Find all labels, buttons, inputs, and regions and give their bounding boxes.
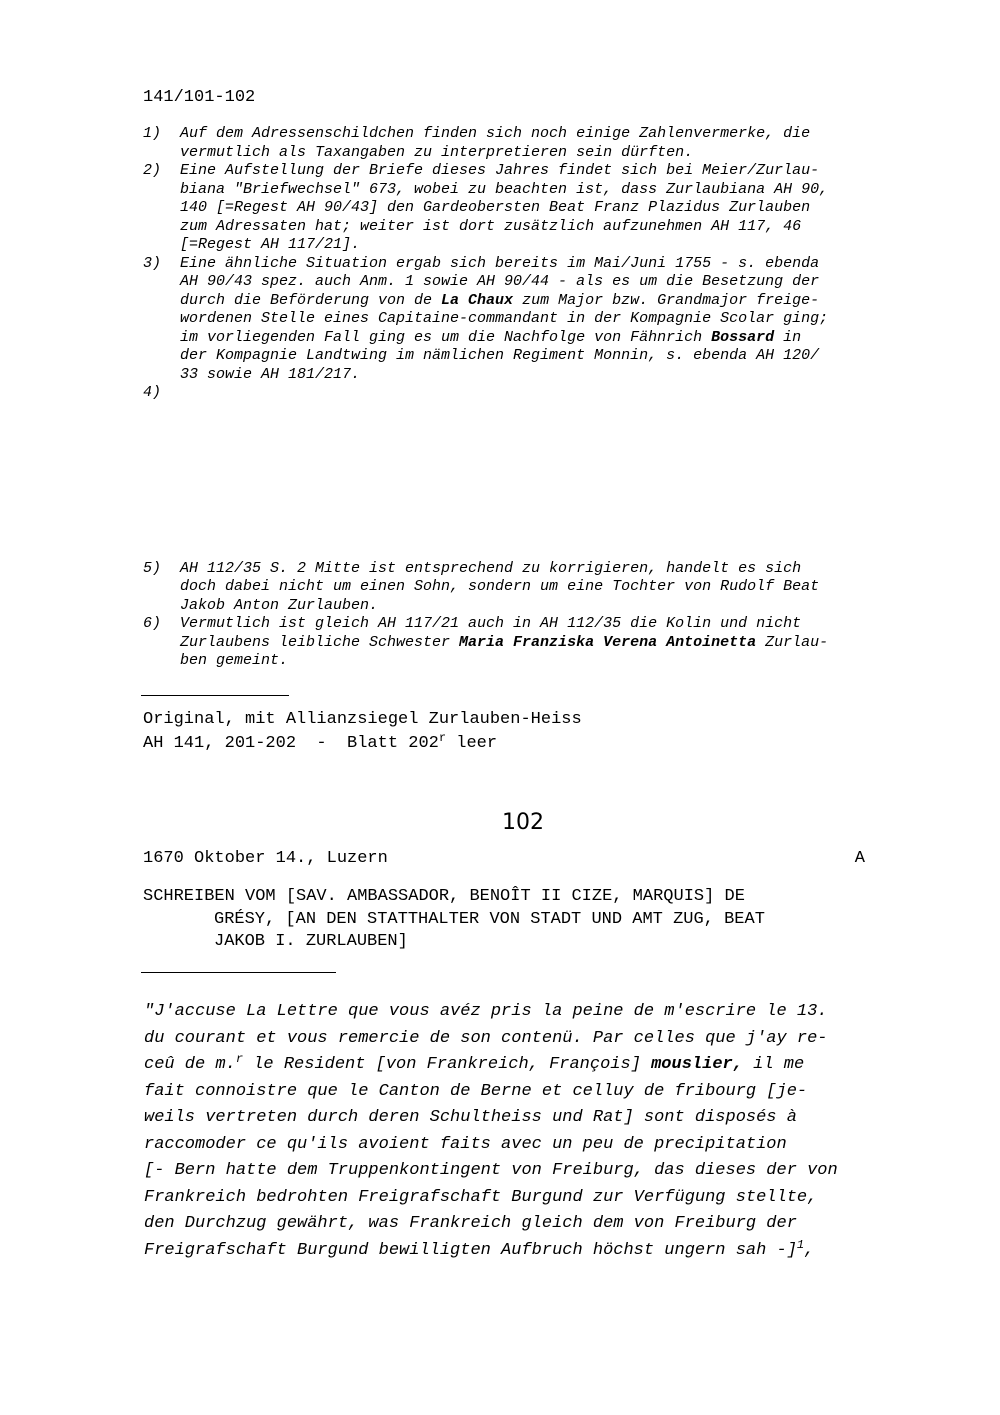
person-name-maria-franziska: Maria Franziska Verena Antoinetta — [459, 633, 757, 651]
separator-rule — [141, 695, 289, 696]
footnote-line: Eine ähnliche Situation ergab sich bereits im Mai/Juni 1755 - s. ebenda — [180, 254, 820, 272]
footnote-line: AH 112/35 S. 2 Mitte ist entsprechend zu korrigieren, handelt es sich — [180, 559, 802, 577]
person-name-mouslier: mouslier, — [651, 1055, 743, 1074]
person-name-bossard: Bossard — [711, 328, 775, 346]
body-line: du courant et vous remercie de son contenü. Par celles que j'ay re- — [144, 1028, 828, 1048]
source-line — [143, 732, 582, 756]
footnote-line — [180, 634, 923, 653]
text-run: zum Major bzw. Grandmajor freige- — [513, 291, 820, 309]
footnote-line: [=Regest AH 117/21]. — [180, 236, 361, 253]
footnote-number: 6) — [143, 615, 162, 632]
date-place-line — [143, 849, 865, 868]
footnote-line: 33 sowie AH 181/217. — [180, 365, 361, 383]
footnote-line: Eine Aufstellung der Briefe dieses Jahres findet sich bei Meier/Zurlau- — [180, 162, 820, 179]
footnote-number: 2) — [143, 162, 162, 179]
text-run: ceû de m. — [144, 1055, 236, 1074]
footnote-line: doch dabei nicht um einen Sohn, sondern um eine Tochter von Rudolf Beat — [180, 578, 820, 595]
text-run: , — [804, 1240, 815, 1260]
text-run: im vorliegenden Fall ging es um die Nachfolge von Fähnrich — [180, 328, 712, 346]
footnote-line: Vermutlich ist gleich AH 117/21 auch in AH 112/35 die Kolin und nicht — [180, 615, 802, 632]
body-line: [- Bern hatte dem Truppenkontingent von Freiburg, das dieses der von — [144, 1161, 838, 1180]
page-header-reference: 141/101-102 — [143, 88, 256, 107]
footnote-line: vermutlich als Taxangaben zu interpretieren sein dürften. — [180, 143, 694, 161]
footnote-line: Auf dem Adressenschildchen finden sich noch einige Zahlenvermerke, die — [180, 125, 811, 142]
footnote-2 — [143, 162, 923, 255]
footnote-number: 5) — [143, 559, 162, 577]
footnote-4 — [143, 384, 923, 403]
body-line: den Durchzug gewährt, was Frankreich gleich dem von Freiburg der — [144, 1214, 797, 1233]
footnote-line — [180, 329, 923, 348]
footnote-1 — [143, 125, 923, 162]
person-name-la-chaux: La Chaux — [441, 291, 514, 309]
superscript: r — [235, 1052, 244, 1066]
body-line: raccomoder ce qu'ils avoient faits avec un peu de precipitation — [144, 1134, 787, 1154]
body-line: fait connoistre que le Canton de Berne et celluy de fribourg [je- — [144, 1081, 808, 1101]
footnote-number: 1) — [143, 125, 162, 142]
document-title — [143, 886, 883, 954]
separator-rule — [141, 972, 336, 973]
footnote-number: 3) — [143, 254, 162, 272]
footnote-5 — [143, 560, 923, 616]
body-line: "J'accuse La Lettre que vous avéz pris la peine de m'escrire le 13. — [144, 1002, 828, 1021]
footnote-line: der Kompagnie Landtwing im nämlichen Regiment Monnin, s. ebenda AH 120/ — [180, 347, 820, 364]
body-line — [144, 1052, 924, 1079]
footnote-line: ben gemeint. — [180, 652, 289, 669]
text-run: le Resident [von Frankreich, François] — [243, 1055, 652, 1074]
body-line: weils vertreten durch deren Schultheiss und Rat] sont disposés à — [144, 1108, 797, 1127]
text-run: leer — [446, 734, 498, 753]
title-line: GRÉSY, [AN DEN STATTHALTER VON STADT UND AMT ZUG, BEAT — [214, 909, 765, 929]
superscript: r — [438, 731, 447, 745]
document-number: 102 — [502, 810, 544, 835]
footnote-line: biana "Briefwechsel" 673, wobei zu beachten ist, dass Zurlaubiana AH 90, — [180, 180, 829, 198]
footnote-line: 140 [=Regest AH 90/43] den Gardeobersten Beat Franz Plazidus Zurlauben — [180, 199, 811, 216]
text-run: AH 141, 201-202 - Blatt 202 — [143, 734, 439, 753]
text-run: il me — [742, 1055, 805, 1074]
footnote-line: AH 90/43 spez. auch Anm. 1 sowie AH 90/44 - als es um die Besetzung der — [180, 273, 820, 290]
text-run: in — [774, 328, 802, 346]
letter-body — [144, 999, 924, 1264]
text-run: durch die Beförderung von de — [180, 291, 442, 309]
footnotes — [143, 125, 923, 671]
source-line: Original, mit Allianzsiegel Zurlauben-Heiss — [143, 710, 582, 729]
footnote-3 — [143, 255, 923, 385]
footnote-reference: 1 — [796, 1237, 805, 1252]
footnote-6 — [143, 615, 923, 671]
footnote-line: zum Adressaten hat; weiter ist dort zusätzlich aufzunehmen AH 117, 46 — [180, 217, 802, 235]
text-run: Freigrafschaft Burgund bewilligten Aufbruch höchst ungern sah -] — [144, 1240, 797, 1260]
title-line: JAKOB I. ZURLAUBEN] — [214, 932, 408, 951]
footnote-line: wordenen Stelle eines Capitaine-commandant in der Kompagnie Scolar ging; — [180, 310, 829, 327]
footnote-line: Jakob Anton Zurlauben. — [180, 596, 379, 614]
footnote-line — [180, 292, 923, 311]
document-marker: A — [854, 849, 865, 868]
source-description — [143, 708, 582, 756]
title-line: SCHREIBEN VOM [SAV. AMBASSADOR, BENOÎT II CIZE, MARQUIS] DE — [143, 887, 745, 906]
text-run: Zurlaubens leibliche Schwester — [180, 633, 460, 651]
body-line — [144, 1238, 924, 1265]
body-line: Frankreich bedrohten Freigrafschaft Burgund zur Verfügung stellte, — [144, 1187, 818, 1207]
date-place: 1670 Oktober 14., Luzern — [143, 849, 388, 868]
footnote-number: 4) — [143, 384, 162, 401]
text-run: Zurlau- — [756, 633, 829, 651]
